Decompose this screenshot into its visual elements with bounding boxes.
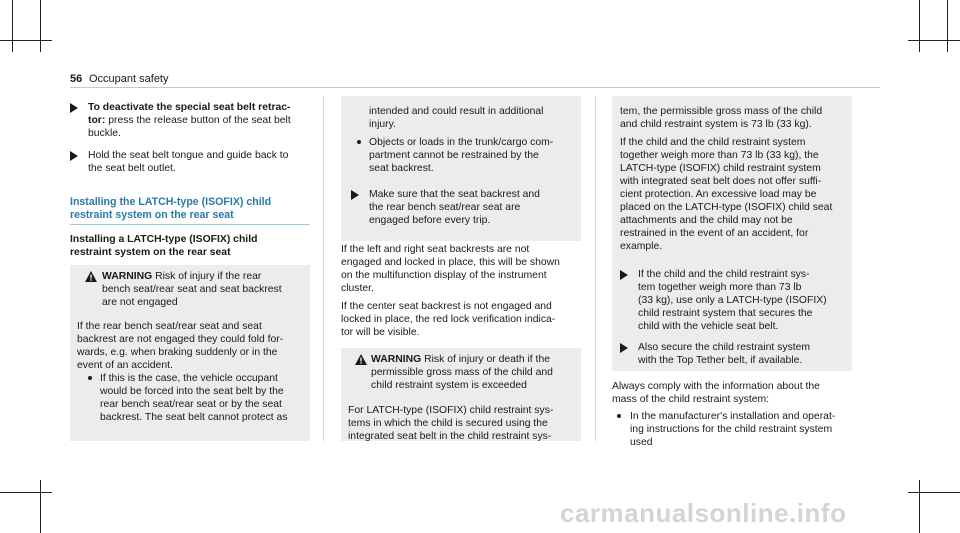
warning-title-text: Risk of injury or death if the bbox=[421, 354, 551, 365]
warning-bullet-text: partment cannot be restrained by the bbox=[369, 150, 539, 161]
body-text: If the left and right seat backrests are not bbox=[341, 244, 530, 255]
crop-mark bbox=[40, 0, 41, 52]
step-arrow-icon bbox=[351, 190, 359, 200]
step-arrow-icon bbox=[620, 270, 628, 280]
body-text: If the center seat backrest is not engaged and bbox=[341, 301, 552, 312]
warning-title-text: Risk of injury if the rear bbox=[152, 271, 262, 282]
body-text: mass of the child restraint system: bbox=[612, 394, 770, 405]
warning-bullet-text: backrest. The seat belt cannot protect as bbox=[100, 412, 288, 423]
step-arrow-icon bbox=[70, 151, 78, 161]
step-arrow-icon bbox=[70, 103, 78, 113]
warning-text: For LATCH-type (ISOFIX) child restraint sys- bbox=[348, 405, 554, 416]
column-divider bbox=[595, 96, 596, 441]
crop-mark bbox=[908, 492, 960, 493]
warning-title-text: bench seat/rear seat and seat backrest bbox=[102, 284, 282, 295]
body-text: locked in place, the red lock verification indica- bbox=[341, 314, 556, 325]
bullet-icon bbox=[617, 414, 621, 418]
page-number: 56 bbox=[70, 73, 83, 85]
warning-text: injury. bbox=[369, 119, 396, 130]
warning-bullet-text: rear bench seat/rear seat or by the seat bbox=[100, 399, 282, 410]
warning-label: WARNING bbox=[371, 354, 422, 365]
body-text: on the multifunction display of the instrument bbox=[341, 270, 547, 281]
warning-text: If the rear bench seat/rear seat and seat bbox=[77, 321, 262, 332]
warning-bullet-text: Objects or loads in the trunk/cargo com- bbox=[369, 137, 554, 148]
bullet-icon bbox=[88, 376, 92, 380]
warning-step-text: Make sure that the seat backrest and bbox=[369, 189, 540, 200]
warning-bullet-text: seat backrest. bbox=[369, 163, 434, 174]
warning-title-text: child restraint system is exceeded bbox=[371, 380, 527, 391]
bullet-text: used bbox=[630, 437, 653, 448]
crop-mark bbox=[908, 40, 960, 41]
warning-text: integrated seat belt in the child restraint sys- bbox=[348, 431, 552, 442]
warning-step-text: with the Top Tether belt, if available. bbox=[638, 355, 803, 366]
warning-text: example. bbox=[620, 241, 663, 252]
step1-text: press the release button of the seat belt bbox=[105, 115, 291, 126]
bullet-text: In the manufacturer's installation and operat- bbox=[630, 411, 836, 422]
warning-text: restrained in the event of an accident, for bbox=[620, 228, 809, 239]
warning-text: placed on the LATCH-type (ISOFIX) child seat bbox=[620, 202, 833, 213]
crop-mark bbox=[947, 0, 948, 52]
step1-text: buckle. bbox=[88, 128, 121, 139]
step1-heading: To deactivate the special seat belt retrac- bbox=[88, 102, 291, 113]
crop-mark bbox=[919, 480, 920, 533]
warning-title bbox=[102, 270, 261, 283]
warning-step-text: engaged before every trip. bbox=[369, 215, 491, 226]
warning-step-text: tem together weigh more than 73 lb bbox=[638, 282, 802, 293]
warning-text: and child restraint system is 73 lb (33 kg). bbox=[620, 119, 812, 130]
warning-text: wards, e.g. when braking suddenly or in the bbox=[77, 347, 278, 358]
header-rule bbox=[70, 87, 880, 88]
body-text: engaged and locked in place, this will be shown bbox=[341, 257, 560, 268]
warning-text: together weigh more than 73 lb (33 kg), the bbox=[620, 150, 819, 161]
warning-title bbox=[371, 353, 550, 366]
section-heading: restraint system on the rear seat bbox=[70, 209, 234, 221]
watermark: carmanualsonline.info bbox=[560, 498, 847, 528]
crop-mark bbox=[0, 40, 52, 41]
warning-text: tem, the permissible gross mass of the child bbox=[620, 106, 823, 117]
warning-step-text: child with the vehicle seat belt. bbox=[638, 321, 779, 332]
crop-mark bbox=[40, 480, 41, 533]
step1-line bbox=[88, 114, 291, 127]
section-heading: Installing the LATCH-type (ISOFIX) child bbox=[70, 196, 272, 208]
warning-text: LATCH-type (ISOFIX) child restraint system bbox=[620, 163, 821, 174]
crop-mark bbox=[0, 492, 52, 493]
warning-triangle-icon bbox=[355, 354, 367, 365]
crop-mark bbox=[12, 0, 13, 52]
warning-step-text: the rear bench seat/rear seat are bbox=[369, 202, 521, 213]
sub-heading: Installing a LATCH-type (ISOFIX) child bbox=[70, 234, 258, 245]
bullet-text: ing instructions for the child restraint system bbox=[630, 424, 833, 435]
warning-title-text: permissible gross mass of the child and bbox=[371, 367, 553, 378]
warning-text: cient protection. An excessive load may be bbox=[620, 189, 817, 200]
section-heading-rule bbox=[70, 224, 310, 225]
warning-step-text: Also secure the child restraint system bbox=[638, 342, 811, 353]
step2-text: the seat belt outlet. bbox=[88, 163, 176, 174]
warning-text: attachments and the child may not be bbox=[620, 215, 793, 226]
warning-triangle-icon bbox=[85, 271, 97, 282]
sub-heading: restraint system on the rear seat bbox=[70, 247, 231, 258]
warning-label: WARNING bbox=[102, 271, 153, 282]
warning-bullet-text: If this is the case, the vehicle occupant bbox=[100, 373, 278, 384]
crop-mark bbox=[919, 0, 920, 52]
warning-title-text: are not engaged bbox=[102, 297, 178, 308]
body-text: tor will be visible. bbox=[341, 327, 420, 338]
warning-step-text: child restraint system that secures the bbox=[638, 308, 813, 319]
warning-text: intended and could result in additional bbox=[369, 106, 544, 117]
warning-text: tems in which the child is secured using the bbox=[348, 418, 548, 429]
warning-text: event of an accident. bbox=[77, 360, 173, 371]
warning-text: with integrated seat belt does not offer suffi- bbox=[620, 176, 822, 187]
warning-step-text: (33 kg), use only a LATCH-type (ISOFIX) bbox=[638, 295, 827, 306]
step2-text: Hold the seat belt tongue and guide back to bbox=[88, 150, 289, 161]
body-text: cluster. bbox=[341, 283, 374, 294]
section-title: Occupant safety bbox=[89, 73, 169, 85]
warning-step-text: If the child and the child restraint sys- bbox=[638, 269, 810, 280]
warning-text: If the child and the child restraint system bbox=[620, 137, 806, 148]
bullet-icon bbox=[357, 140, 361, 144]
body-text: Always comply with the information about the bbox=[612, 381, 820, 392]
warning-text: backrest are not engaged they could fold for- bbox=[77, 334, 284, 345]
step-arrow-icon bbox=[620, 343, 628, 353]
warning-bullet-text: would be forced into the seat belt by the bbox=[100, 386, 284, 397]
column-divider bbox=[323, 96, 324, 441]
step1-heading-end: tor: bbox=[88, 115, 106, 126]
